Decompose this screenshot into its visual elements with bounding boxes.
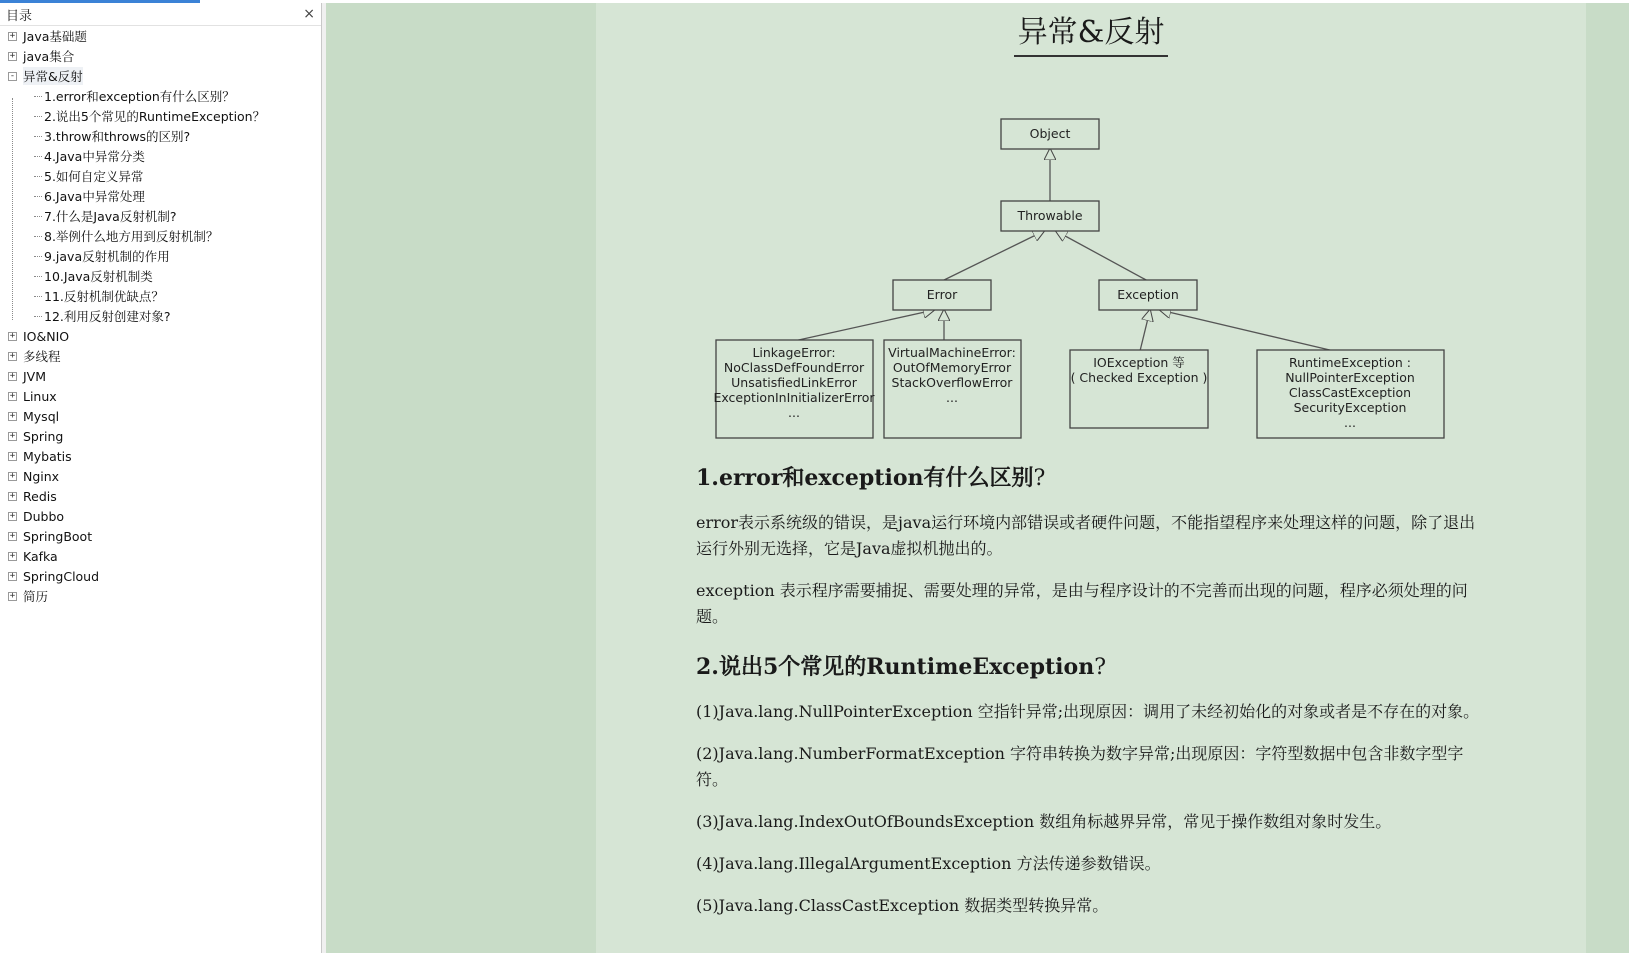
toc-item-spring[interactable] — [0, 426, 321, 446]
toc-subitem[interactable] — [0, 126, 321, 146]
expand-icon[interactable]: + — [9, 470, 16, 481]
expand-icon[interactable]: + — [9, 450, 16, 461]
toc-item-dubbo[interactable] — [0, 506, 321, 526]
expand-icon[interactable]: + — [9, 370, 16, 381]
expand-icon[interactable]: + — [9, 550, 16, 561]
io-line: ( Checked Exception ) — [1070, 370, 1208, 385]
toc-item-label: 异常&反射 — [23, 69, 83, 84]
expand-icon[interactable]: + — [9, 410, 16, 421]
toc-subitem[interactable] — [0, 146, 321, 166]
toc-item-label: Dubbo — [23, 508, 65, 524]
toc-item-springboot[interactable] — [0, 526, 321, 546]
toc-item-resume[interactable] — [0, 586, 321, 606]
paragraph: error表示系统级的错误，是java运行环境内部错误或者硬件问题，不能指望程序来处理这样的问题，除了退出运行外别无选择，它是Java虚拟机抛出的。 — [696, 513, 1476, 558]
toc-subitem-label: 7.什么是Java反射机制? — [44, 209, 177, 224]
toc-subitem[interactable] — [0, 186, 321, 206]
linkage-line: ExceptionInInitializerError — [713, 390, 875, 405]
toc-item-nginx[interactable] — [0, 466, 321, 486]
toc-item-label: SpringCloud — [23, 568, 100, 584]
collapse-icon[interactable]: - — [9, 70, 16, 81]
toc-item-multithreading[interactable] — [0, 346, 321, 366]
paragraph: (2)Java.lang.NumberFormatException 字符串转换为数字异常;出现原因：字符型数据中包含非数字型字符。 — [696, 744, 1464, 789]
paragraph: exception 表示程序需要捕捉、需要处理的异常，是由与程序设计的不完善而出现的问题，程序必须处理的问题。 — [696, 581, 1468, 626]
toc-subitem[interactable] — [0, 266, 321, 286]
vm-line: StackOverflowError — [891, 375, 1013, 390]
toc-subitem-label: 10.Java反射机制类 — [44, 269, 153, 284]
toc-panel — [0, 3, 322, 953]
linkage-line: NoClassDefFoundError — [723, 360, 865, 375]
toc-subitem[interactable] — [0, 226, 321, 246]
linkage-line: ... — [788, 405, 800, 420]
toc-subitem[interactable] — [0, 106, 321, 126]
linkage-line: UnsatisfiedLinkError — [731, 375, 857, 390]
document-viewer[interactable] — [326, 3, 1629, 953]
toc-subitem-label: 1.error和exception有什么区别？ — [44, 89, 235, 104]
toc-item-label: Spring — [23, 428, 64, 444]
toc-subitem[interactable] — [0, 206, 321, 226]
runtime-line: RuntimeException : — [1289, 355, 1411, 370]
toc-item-jvm[interactable] — [0, 366, 321, 386]
paragraph: (5)Java.lang.ClassCastException 数据类型转换异常。 — [696, 896, 1109, 915]
toc-subitem-label: 8.举例什么地方用到反射机制？ — [44, 229, 219, 244]
toc-subitem-label: 3.throw和throws的区别? — [44, 129, 191, 144]
expand-icon[interactable]: + — [9, 350, 16, 361]
document-page — [596, 3, 1586, 953]
toc-subitem-label: 12.利用反射创建对象? — [44, 309, 171, 324]
expand-icon[interactable]: + — [9, 330, 16, 341]
toc-item-label: java集合 — [23, 49, 75, 64]
vm-line: OutOfMemoryError — [892, 360, 1012, 375]
toc-item-label: Mybatis — [23, 448, 72, 464]
toc-subitem[interactable] — [0, 166, 321, 186]
expand-icon[interactable]: + — [9, 530, 16, 541]
toc-subitem-label: 4.Java中异常分类 — [44, 149, 145, 164]
toc-subitem-label: 6.Java中异常处理 — [44, 189, 145, 204]
toc-subitem-label: 2.说出5个常见的RuntimeException？ — [44, 109, 266, 124]
paragraph: (4)Java.lang.IllegalArgumentException 方法传递参数错误。 — [696, 854, 1161, 873]
runtime-line: ... — [1344, 415, 1356, 430]
toc-item-mybatis[interactable] — [0, 446, 321, 466]
runtime-line: SecurityException — [1293, 400, 1407, 415]
toc-item-label: 简历 — [23, 589, 49, 604]
toc-item-linux[interactable] — [0, 386, 321, 406]
toc-subitem[interactable] — [0, 86, 321, 106]
runtime-line: NullPointerException — [1285, 370, 1415, 385]
toc-tree — [0, 26, 321, 606]
toc-title: 目录 — [6, 8, 33, 24]
toc-item-label: Nginx — [23, 468, 60, 484]
expand-icon[interactable]: + — [9, 430, 16, 441]
edge-linkage-error — [794, 310, 934, 341]
expand-icon[interactable]: + — [9, 50, 16, 61]
io-line: IOException 等 — [1093, 355, 1185, 370]
toc-subitem-label: 11.反射机制优缺点？ — [44, 289, 164, 304]
edge-io-exception — [1140, 310, 1150, 351]
toc-subitem[interactable] — [0, 246, 321, 266]
edge-error-throwable — [942, 231, 1044, 281]
expand-icon[interactable]: + — [9, 570, 16, 581]
toc-item-io-nio[interactable] — [0, 326, 321, 346]
toc-item-kafka[interactable] — [0, 546, 321, 566]
edge-runtime-exception — [1160, 310, 1334, 351]
toc-subitem[interactable] — [0, 286, 321, 306]
toc-item-label: Java基础题 — [23, 29, 87, 44]
section-heading-2: 2.说出5个常见的RuntimeException? — [696, 654, 1106, 680]
node-object-label: Object — [1029, 126, 1071, 141]
edge-exception-throwable — [1056, 231, 1148, 281]
paragraph: (3)Java.lang.IndexOutOfBoundsException 数组角标越界异常，常见于操作数组对象时发生。 — [696, 812, 1392, 831]
toc-item-exception-reflection[interactable] — [0, 66, 321, 86]
expand-icon[interactable]: + — [9, 390, 16, 401]
linkage-line: LinkageError: — [752, 345, 836, 360]
toc-item-label: Linux — [23, 388, 57, 404]
expand-icon[interactable]: + — [9, 490, 16, 501]
vm-line: ... — [946, 390, 958, 405]
toc-item-redis[interactable] — [0, 486, 321, 506]
expand-icon[interactable]: + — [9, 30, 16, 41]
toc-item-label: 多线程 — [23, 349, 61, 364]
runtime-line: ClassCastException — [1288, 385, 1412, 400]
node-exception-label: Exception — [1117, 287, 1179, 302]
toc-header — [0, 3, 321, 26]
document-title: 异常&反射 — [696, 7, 1486, 59]
expand-icon[interactable]: + — [9, 510, 16, 521]
close-icon[interactable]: × — [303, 6, 315, 22]
toc-item-label: IO&NIO — [23, 328, 70, 344]
node-throwable-label: Throwable — [1017, 208, 1083, 223]
toc-item-label: SpringBoot — [23, 528, 93, 544]
toc-item-java-basics[interactable] — [0, 26, 321, 46]
toc-item-label: Mysql — [23, 408, 60, 424]
page-content — [696, 3, 1486, 935]
toc-subitem-label: 5.如何自定义异常 — [44, 169, 144, 184]
section-heading-1: 1.error和exception有什么区别? — [696, 465, 1046, 491]
toc-item-label: Redis — [23, 488, 57, 504]
toc-item-mysql[interactable] — [0, 406, 321, 426]
toc-item-springcloud[interactable] — [0, 566, 321, 586]
paragraph: (1)Java.lang.NullPointerException 空指针异常;出现原因：调用了未经初始化的对象或者是不存在的对象。 — [696, 702, 1480, 721]
toc-subitem[interactable] — [0, 306, 321, 326]
expand-icon[interactable]: + — [9, 590, 16, 601]
toc-subitem-label: 9.java反射机制的作用 — [44, 249, 170, 264]
vm-line: VirtualMachineError: — [888, 345, 1016, 360]
toc-item-java-collections[interactable] — [0, 46, 321, 66]
toc-item-label: JVM — [23, 368, 47, 384]
exception-hierarchy-diagram — [704, 81, 1464, 441]
toc-item-label: Kafka — [23, 548, 58, 564]
node-error-label: Error — [926, 287, 958, 302]
